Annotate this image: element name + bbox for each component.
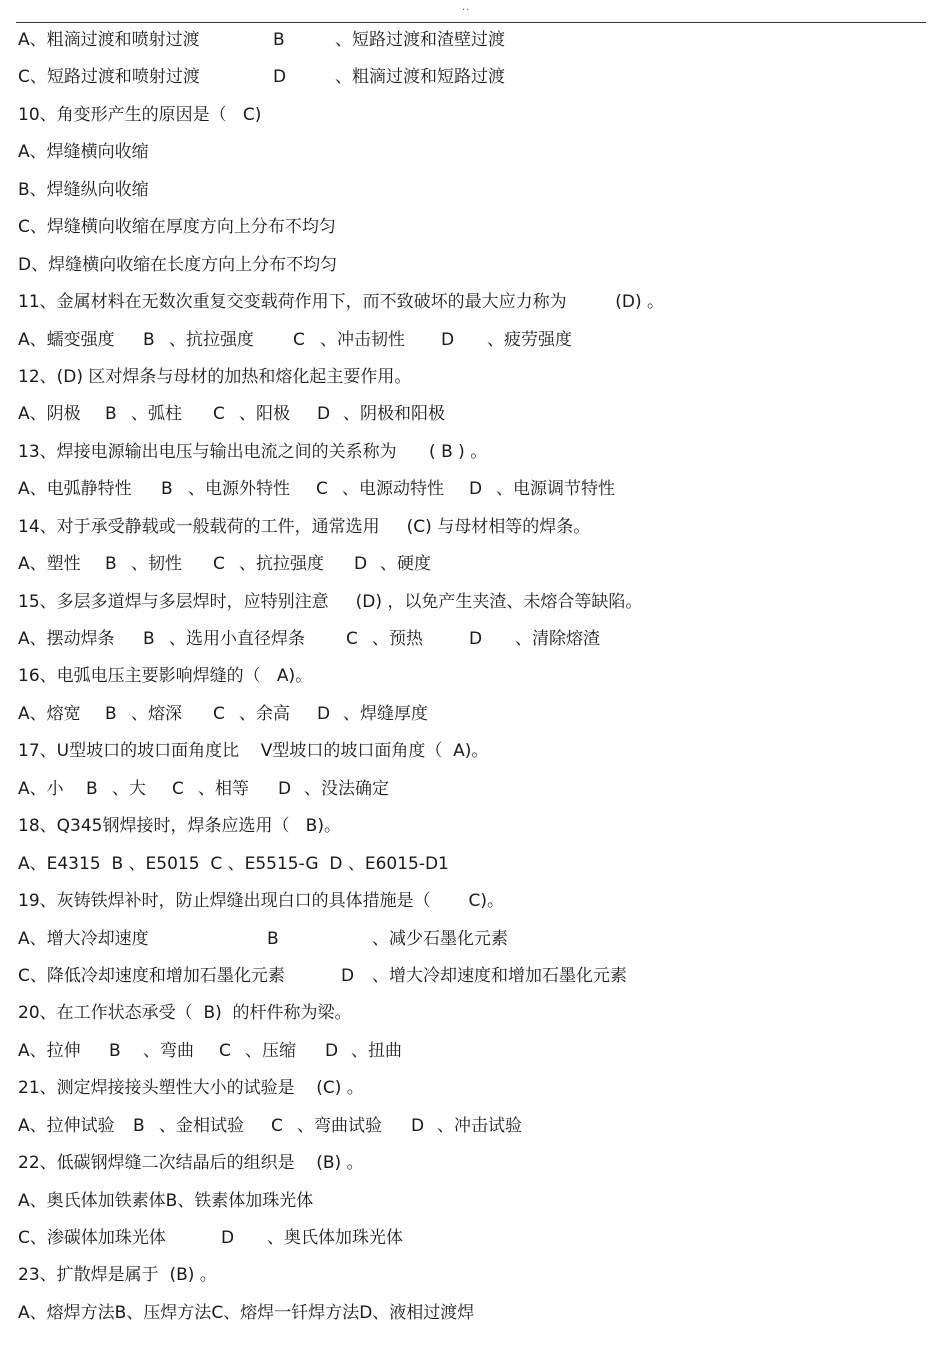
option-text: B (105, 554, 117, 575)
option-text: B (105, 703, 117, 724)
option-text: C (211, 1302, 224, 1323)
option-text: 、相等 (198, 778, 249, 799)
option-text: 、抗拉强度 (169, 329, 254, 350)
option-text: 、扭曲 (351, 1040, 402, 1061)
option-text: 、奥氏体加珠光体 (267, 1228, 403, 1248)
options-line (18, 958, 928, 995)
option-text: 、冲击试验 (437, 1115, 522, 1136)
option-text: A、拉伸 (18, 1040, 81, 1061)
option-text: B (114, 1302, 127, 1323)
option-text: B (165, 1190, 178, 1211)
options-line (18, 471, 928, 508)
option-text: 、没法确定 (304, 778, 389, 799)
options-line (18, 1220, 928, 1257)
option-text: 、熔深 (131, 703, 182, 724)
question-line (18, 1145, 928, 1182)
option-text: 、冲击韧性 (320, 329, 405, 350)
options-line (18, 696, 928, 733)
option-text: A、拉伸试验 (18, 1115, 115, 1136)
option-text: 、电源外特性 (188, 479, 290, 500)
options-line (18, 22, 928, 59)
option-text: 、弧柱 (131, 404, 182, 425)
question-line (18, 883, 928, 920)
option-text: C (213, 404, 225, 425)
option-text: 、减少石墨化元素 (372, 928, 508, 949)
options-line (18, 59, 928, 96)
option-text: B (143, 329, 155, 350)
option-text: D (411, 1115, 425, 1136)
question-text: 23、扩散焊是属于 (B) 。 (18, 1265, 217, 1286)
question-text: 16、电弧电压主要影响焊缝的（ A)。 (18, 666, 313, 687)
options-line (18, 322, 928, 359)
options-line (18, 134, 928, 171)
option-text: B (105, 404, 117, 425)
question-line (18, 808, 928, 845)
option-text: C (271, 1115, 283, 1136)
question-text: 20、在工作状态承受（ B) 的杆件称为梁。 (18, 1003, 352, 1024)
question-line (18, 359, 928, 396)
question-line (18, 434, 928, 471)
option-text: A、熔宽 (18, 703, 81, 724)
option-text: 、抗拉强度 (239, 554, 324, 575)
option-text: C (213, 554, 225, 575)
option-text: 、选用小直径焊条 (169, 629, 305, 649)
options-line (18, 921, 928, 958)
option-text: 、电源调节特性 (496, 479, 615, 500)
option-text: 、弯曲 (143, 1040, 194, 1061)
option-text: 、疲劳强度 (487, 329, 572, 350)
option-text: A、熔焊方法 (18, 1302, 115, 1323)
option-text: C (172, 778, 184, 799)
option-text: 、熔焊一钎焊方法 (223, 1302, 360, 1323)
option-text: 、韧性 (131, 554, 182, 575)
question-text: 19、灰铸铁焊补时，防止焊缝出现白口的具体措施是（ C)。 (18, 891, 504, 912)
option-text: 、余高 (239, 703, 290, 724)
option-text: A、E4315 B 、E5015 C 、E5515-G D 、E6015-D1 (18, 853, 449, 874)
question-line (18, 658, 928, 695)
option-text: D (341, 965, 355, 986)
option-text: D (325, 1040, 339, 1061)
option-text: D (354, 554, 368, 575)
options-line (18, 771, 928, 808)
option-text: 、短路过渡和渣壁过渡 (335, 30, 505, 50)
option-text: 、清除熔渣 (515, 629, 600, 649)
option-text: 、压焊方法 (126, 1302, 212, 1323)
option-text: 、阳极 (239, 404, 290, 425)
options-line (18, 1295, 928, 1332)
option-text: 、铁素体加珠光体 (177, 1190, 314, 1211)
option-text: B (161, 479, 173, 500)
option-text: A、小 (18, 778, 64, 799)
option-text: A、电弧静特性 (18, 479, 132, 500)
question-line (18, 509, 928, 546)
question-text: 13、焊接电源输出电压与输出电流之间的关系称为 ( B ) 。 (18, 441, 488, 462)
option-text: D (469, 629, 483, 649)
option-text: D (278, 778, 292, 799)
option-text: C、短路过渡和喷射过渡 (18, 67, 200, 88)
option-text: 、金相试验 (159, 1115, 244, 1136)
option-text: 、弯曲试验 (297, 1115, 382, 1136)
question-line (18, 584, 928, 621)
question-text: 17、U型坡口的坡口面角度比 V型坡口的坡口面角度（ A)。 (18, 741, 489, 762)
option-text: B (267, 928, 279, 949)
options-line (18, 846, 928, 883)
option-text: 、增大冷却速度和增加石墨化元素 (372, 965, 627, 986)
option-text: A、粗滴过渡和喷射过渡 (18, 30, 200, 50)
options-line (18, 1108, 928, 1145)
option-text: D (441, 329, 455, 350)
question-text: 18、Q345钢焊接时，焊条应选用（ B)。 (18, 816, 341, 837)
exam-question-list (18, 22, 928, 1332)
option-text: 、阴极和阳极 (343, 404, 445, 425)
options-line (18, 172, 928, 209)
option-text: B (273, 30, 285, 50)
option-text: C (213, 703, 225, 724)
option-text: 、焊缝厚度 (343, 703, 428, 724)
options-line (18, 1033, 928, 1070)
options-line (18, 209, 928, 246)
option-text: A、奥氏体加铁素体 (18, 1190, 166, 1211)
option-text: C (316, 479, 328, 500)
options-line (18, 546, 928, 583)
question-text: 21、测定焊接接头塑性大小的试验是 (C) 。 (18, 1078, 364, 1099)
question-line (18, 1070, 928, 1107)
question-line (18, 97, 928, 134)
options-line (18, 396, 928, 433)
option-text: 、粗滴过渡和短路过渡 (335, 67, 505, 88)
option-text: D (317, 404, 331, 425)
page-header-mark: .. (462, 2, 471, 13)
option-text: D (469, 479, 483, 500)
question-line (18, 733, 928, 770)
option-text: A、焊缝横向收缩 (18, 142, 149, 163)
question-text: 12、(D) 区对焊条与母材的加热和熔化起主要作用。 (18, 366, 412, 387)
option-text: 、硬度 (380, 554, 431, 575)
option-text: 、预热 (372, 629, 423, 649)
option-text: C、焊缝横向收缩在厚度方向上分布不均匀 (18, 217, 336, 238)
question-text: 22、低碳钢焊缝二次结晶后的组织是 (B) 。 (18, 1153, 364, 1174)
option-text: 、压缩 (245, 1040, 296, 1061)
option-text: A、塑性 (18, 554, 81, 575)
question-text: 11、金属材料在无数次重复交变载荷作用下，而不致破坏的最大应力称为 (D) 。 (18, 292, 665, 313)
option-text: B (86, 778, 98, 799)
option-text: D (221, 1228, 235, 1248)
options-line (18, 247, 928, 284)
option-text: D (317, 703, 331, 724)
option-text: B、焊缝纵向收缩 (18, 179, 149, 200)
option-text: C、降低冷却速度和增加石墨化元素 (18, 965, 285, 986)
option-text: C、渗碳体加珠光体 (18, 1228, 166, 1248)
option-text: D (359, 1302, 373, 1323)
option-text: 、液相过渡焊 (372, 1302, 475, 1323)
option-text: 、大 (112, 778, 146, 799)
question-line (18, 284, 928, 321)
option-text: D (273, 67, 287, 88)
option-text: C (346, 629, 358, 649)
option-text: B (143, 629, 155, 649)
option-text: A、阴极 (18, 404, 81, 425)
question-line (18, 1257, 928, 1294)
option-text: D、焊缝横向收缩在长度方向上分布不均匀 (18, 254, 338, 275)
options-line (18, 1183, 928, 1220)
option-text: C (293, 329, 305, 350)
question-text: 15、多层多道焊与多层焊时，应特别注意 (D) ，以免产生夹渣、未熔合等缺陷。 (18, 591, 643, 612)
question-text: 10、角变形产生的原因是（ C) (18, 104, 262, 125)
option-text: B (133, 1115, 145, 1136)
question-text: 14、对于承受静载或一般载荷的工件，通常选用 (C) 与母材相等的焊条。 (18, 516, 591, 537)
question-line (18, 995, 928, 1032)
option-text: C (219, 1040, 231, 1061)
option-text: A、增大冷却速度 (18, 928, 149, 949)
option-text: A、摆动焊条 (18, 629, 115, 649)
option-text: 、电源动特性 (342, 479, 444, 500)
options-line (18, 621, 928, 658)
option-text: B (109, 1040, 121, 1061)
option-text: A、蠕变强度 (18, 329, 115, 350)
